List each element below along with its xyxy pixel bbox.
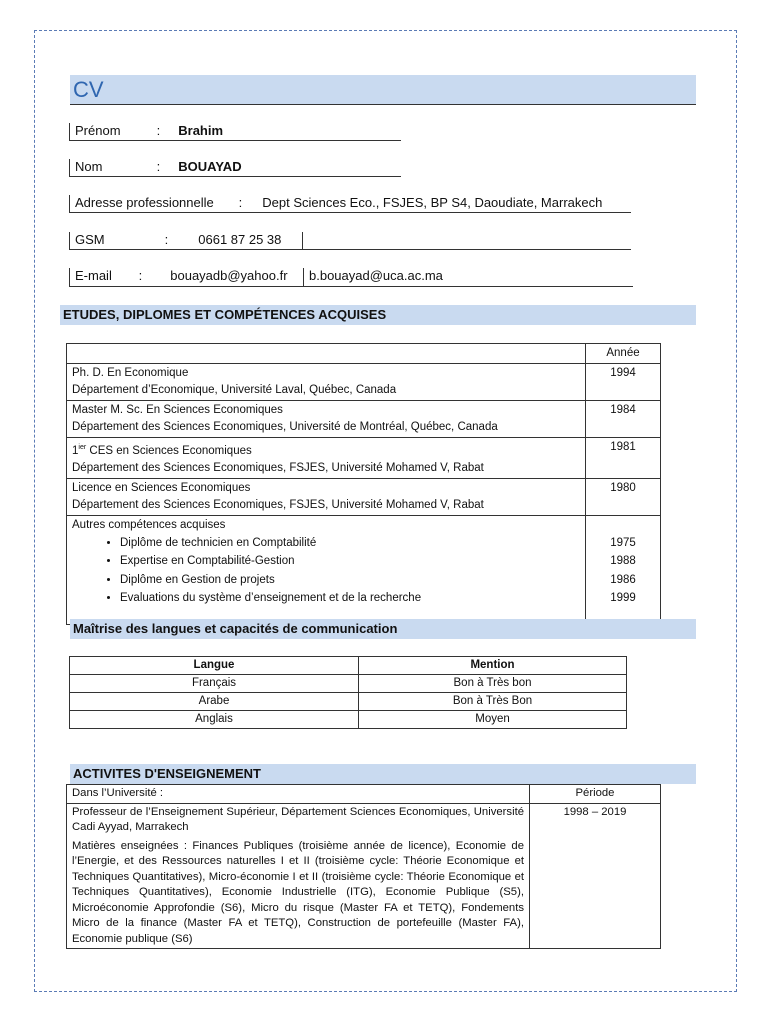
teaching-position: Professeur de l’Enseignement Supérieur, Département Sciences Economiques, Université Cadi Ayyad, Marrakech [72, 805, 524, 833]
adresse-value: Dept Sciences Eco., FSJES, BP S4, Daoudiate, Marrakech [262, 195, 603, 210]
skill-year: 1986 [610, 573, 636, 586]
teaching-subjects: Matières enseignées : Finances Publiques (troisième année de licence), Economie de l’Energie, et des Ressources naturelles I et II (troisième cycle: Théorie Economique et Techniques Quantitatives), Micro-économie I et II (troisième cycle: Théorie Economique et Techniques Quantitatives), Economie Industrielle (ITG), Economie Publique (S5), Microéconomie Approfondie (S6), Micro du risque (Master FA et TETQ), Fondements Micro de la finance (Master FA et TETQ), Construction de portefeuille (Master FA), Economie publique (S6) [72, 839, 524, 945]
field-gsm [69, 232, 631, 250]
list-item: • Expertise en Comptabilité-Gestion [120, 552, 580, 571]
adresse-label: Adresse professionnelle [75, 195, 214, 210]
field-nom [69, 159, 401, 177]
list-item: • Diplôme de technicien en Comptabilité [120, 534, 580, 553]
table-row [67, 364, 661, 401]
mention-cell: Bon à Très Bon [359, 693, 627, 711]
email-secondary: b.bouayad@uca.ac.ma [309, 268, 443, 283]
degree-title: Ph. D. En Economique [72, 367, 189, 379]
other-skills-list [72, 534, 580, 608]
list-item: • Diplôme en Gestion de projets [120, 571, 580, 590]
prenom-sep: : [156, 123, 161, 138]
table-header-row [67, 785, 661, 804]
field-adresse [69, 195, 631, 213]
section-education: ETUDES, DIPLOMES ET COMPÉTENCES ACQUISES [60, 305, 696, 325]
table-row [70, 711, 627, 729]
skill-year: 1975 [610, 536, 636, 549]
section-teaching: ACTIVITES D'ENSEIGNEMENT [70, 764, 696, 784]
degree-title: Licence en Sciences Economiques [72, 481, 251, 494]
nom-label: Nom [75, 159, 103, 174]
languages-table [69, 656, 627, 729]
degree-sup: ier [78, 444, 87, 451]
mention-cell: Bon à Très bon [359, 675, 627, 693]
langue-cell: Anglais [70, 711, 359, 729]
teaching-period: 1998 – 2019 [530, 803, 661, 949]
table-row [67, 478, 661, 515]
degree-place: Département des Sciences Economiques, FSJES, Université Mohamed V, Rabat [72, 461, 484, 474]
email-divider [303, 268, 304, 286]
list-item: • Evaluations du système d’enseignement et de la recherche [120, 589, 580, 608]
col-univ: Dans l’Université : [67, 785, 530, 804]
table-row [67, 803, 661, 949]
skill-year: 1999 [610, 592, 636, 605]
email-label: E-mail [75, 268, 112, 283]
table-header-row [70, 657, 627, 675]
prenom-label: Prénom [75, 123, 121, 138]
degree-place: Département d’Economique, Université Laval, Québec, Canada [72, 384, 397, 396]
table-row-other-skills [67, 515, 661, 624]
table-row [67, 401, 661, 438]
degree-year: 1981 [586, 438, 661, 479]
skill-year: 1988 [610, 555, 636, 568]
education-table [66, 343, 661, 625]
langue-cell: Arabe [70, 693, 359, 711]
degree-year: 1984 [586, 401, 661, 438]
section-languages: Maîtrise des langues et capacités de communication [70, 619, 696, 639]
degree-title: Master M. Sc. En Sciences Economiques [72, 404, 283, 416]
other-skills-label: Autres compétences acquises [72, 518, 226, 531]
langue-cell: Français [70, 675, 359, 693]
gsm-value: 0661 87 25 38 [198, 232, 282, 247]
degree-year: 1980 [586, 478, 661, 515]
field-prenom [69, 123, 401, 141]
degree-title [72, 439, 580, 460]
degree-rest: CES en Sciences Economiques [86, 444, 252, 457]
degree-place: Département des Sciences Economiques, FSJES, Université Mohamed V, Rabat [72, 498, 484, 511]
year-header: Année [586, 344, 661, 364]
field-email [69, 268, 633, 287]
table-row [67, 438, 661, 479]
col-periode: Période [530, 785, 661, 804]
mention-cell: Moyen [359, 711, 627, 729]
table-row [70, 675, 627, 693]
email-sep: : [138, 268, 143, 283]
gsm-label: GSM [75, 232, 105, 247]
degree-year: 1994 [586, 364, 661, 401]
gsm-divider [302, 232, 303, 249]
table-row [70, 693, 627, 711]
adresse-sep: : [238, 195, 243, 210]
gsm-sep: : [164, 232, 169, 247]
email-primary: bouayadb@yahoo.fr [170, 268, 288, 283]
col-mention: Mention [359, 657, 627, 675]
degree-num: 1 [72, 444, 79, 457]
nom-value: BOUAYAD [178, 159, 242, 174]
nom-sep: : [156, 159, 161, 174]
cv-title: CV [70, 75, 696, 105]
degree-place: Département des Sciences Economiques, Université de Montréal, Québec, Canada [72, 421, 498, 433]
table-header-row [67, 344, 661, 364]
col-langue: Langue [70, 657, 359, 675]
teaching-table [66, 784, 661, 949]
prenom-value: Brahim [178, 123, 224, 138]
